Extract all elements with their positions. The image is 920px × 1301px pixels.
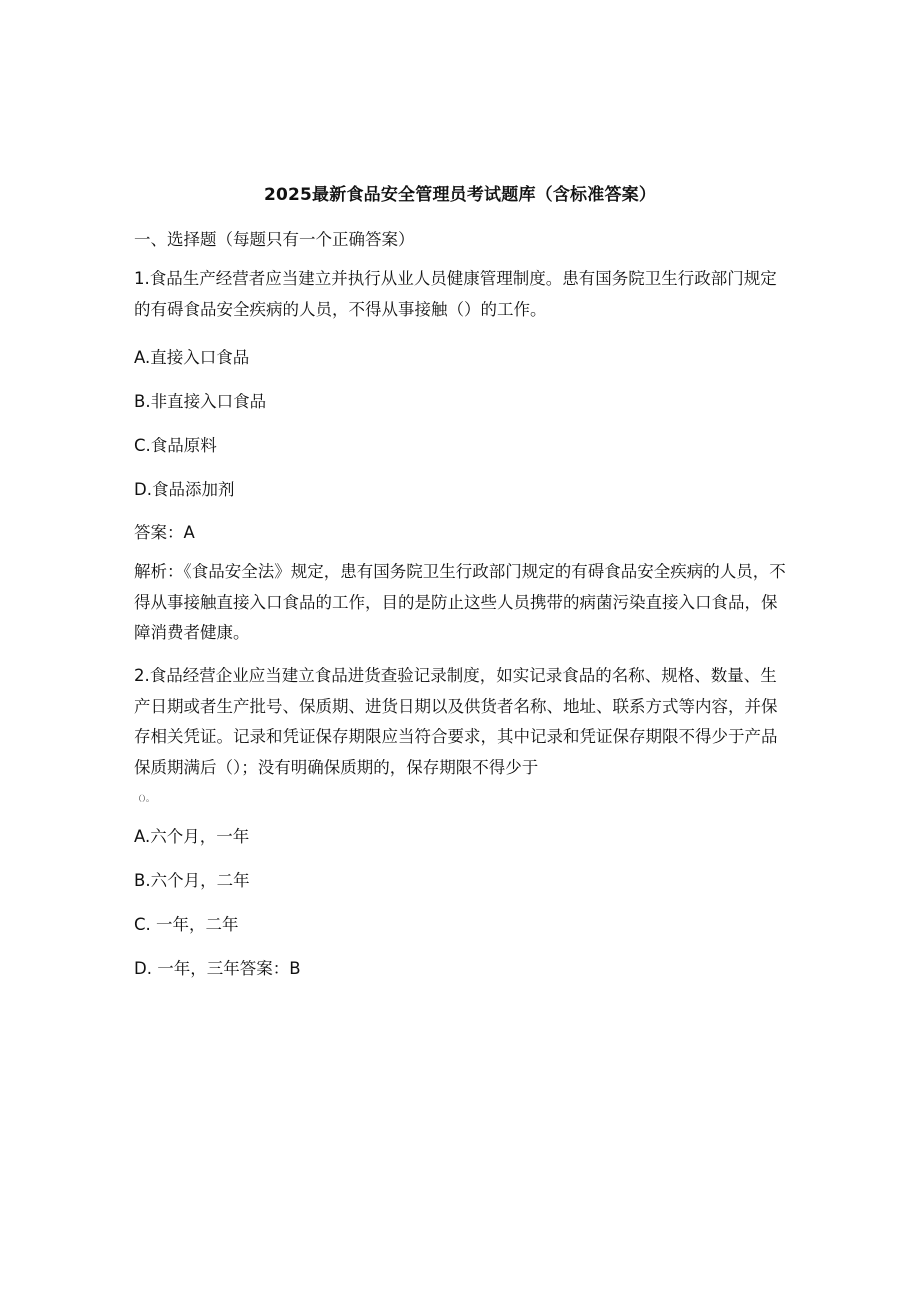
question-1-option-c: C.食品原料 (134, 436, 217, 455)
question-1-answer: 答案：A (134, 523, 195, 542)
question-2-stem-tail: （）。 (134, 794, 154, 803)
question-1-stem: 1.食品生产经营者应当建立并执行从业人员健康管理制度。患有国务院卫生行政部门规定的有碍食品安全疾病的人员，不得从事接触（）的工作。 (134, 269, 777, 319)
question-1-option-a: A.直接入口食品 (134, 348, 250, 367)
question-2-option-b: B.六个月，二年 (134, 871, 250, 890)
question-2-option-d: D. 一年，三年答案：B (134, 959, 301, 978)
question-2-stem: 2.食品经营企业应当建立食品进货查验记录制度，如实记录食品的名称、规格、数量、生产日期或者生产批号、保质期、进货日期以及供货者名称、地址、联系方式等内容，并保存相关凭证。记录和凭证保存期限应当符合要求，其中记录和凭证保存期限不得少于产品保质期满后（）；没有明确保质期的，保存期限不得少于 (134, 666, 778, 777)
question-1-analysis: 解析：《食品安全法》规定，患有国务院卫生行政部门规定的有碍食品安全疾病的人员，不得从事接触直接入口食品的工作，目的是防止这些人员携带的病菌污染直接入口食品，保障消费者健康。 (134, 562, 786, 642)
question-2-option-c: C. 一年，二年 (134, 915, 239, 934)
question-2-option-a: A.六个月，一年 (134, 827, 250, 846)
question-1-option-b: B.非直接入口食品 (134, 392, 267, 411)
document-title: 2025最新食品安全管理员考试题库（含标准答案） (263, 185, 657, 205)
question-1-option-d: D.食品添加剂 (134, 480, 235, 499)
section-heading: 一、选择题（每题只有一个正确答案） (134, 230, 415, 249)
